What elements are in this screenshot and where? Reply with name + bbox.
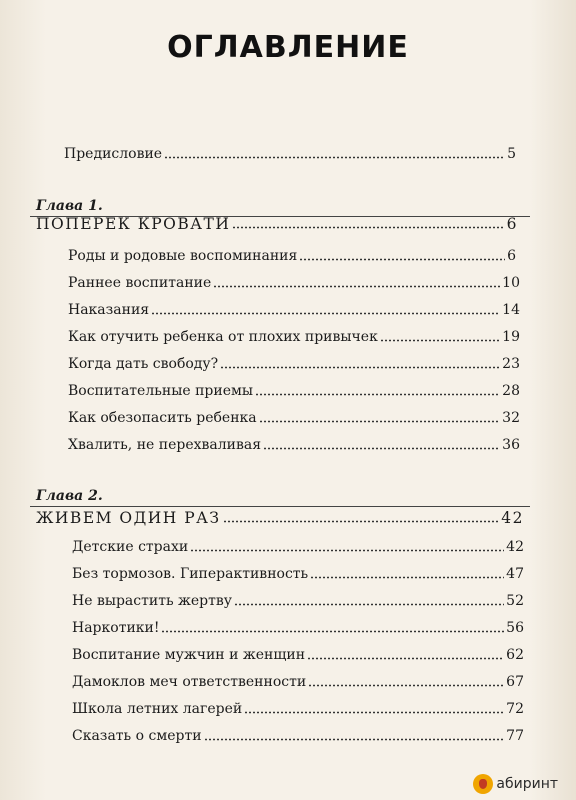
entry-page: 47 [506,566,524,582]
toc-entry[interactable] [68,381,520,401]
entry-label: ЖИВЕМ ОДИН РАЗ [36,509,221,527]
toc-title: ОГЛАВЛЕНИЕ [167,30,409,65]
entry-label: Наркотики! [72,620,160,636]
labirint-logo-icon [473,774,493,794]
dot-leader [263,447,500,450]
toc-entry[interactable] [72,726,524,746]
entry-page: 5 [507,146,516,162]
entry-page: 28 [502,383,520,399]
dot-leader [232,226,504,229]
entry-label: Воспитание мужчин и женщин [72,647,306,663]
dot-leader [161,630,504,633]
entry-page: 23 [502,356,520,372]
entry-page: 62 [506,647,524,663]
chapter-heading[interactable] [36,508,524,528]
entry-label: Раннее воспитание [68,275,212,291]
entry-page: 72 [506,701,524,717]
toc-entry[interactable] [68,327,520,347]
dot-leader [164,156,505,159]
chapter-rule [30,506,530,507]
entry-label: ПОПЕРЕК КРОВАТИ [36,215,231,233]
dot-leader [255,393,500,396]
entry-label: Хвалить, не перехваливая [68,437,262,453]
entry-label: Воспитательные приемы [68,383,254,399]
entry-label: Предисловие [64,146,163,162]
entry-page: 14 [502,302,520,318]
toc-entry[interactable] [68,246,516,266]
dot-leader [308,684,504,687]
entry-label: Детские страхи [72,539,189,555]
toc-entry[interactable] [68,408,520,428]
entry-page: 42 [506,539,524,555]
entry-label: Не вырастить жертву [72,593,233,609]
toc-entry[interactable] [72,672,524,692]
toc-entry[interactable] [68,300,520,320]
toc-entry[interactable] [68,354,520,374]
toc-entry[interactable] [72,618,524,638]
entry-page: 42 [501,509,524,527]
dot-leader [259,420,501,423]
chapter-label: Глава 1. [36,198,103,214]
entry-page: 19 [502,329,520,345]
dot-leader [244,711,504,714]
toc-entry[interactable] [72,564,524,584]
dot-leader [234,603,504,606]
entry-label: Сказать о смерти [72,728,202,744]
entry-page: 52 [506,593,524,609]
dot-leader [213,285,500,288]
dot-leader [299,258,505,261]
entry-label: Как обезопасить ребенка [68,410,257,426]
dot-leader [307,657,504,660]
entry-page: 56 [506,620,524,636]
entry-page: 10 [502,275,520,291]
entry-label: Когда дать свободу? [68,356,219,372]
toc-entry[interactable] [72,645,524,665]
dot-leader [190,549,504,552]
dot-leader [310,576,504,579]
dot-leader [204,738,505,741]
dot-leader [151,312,500,315]
entry-page: 67 [506,674,524,690]
entry-label: Школа летних лагерей [72,701,243,717]
chapter-label: Глава 2. [36,488,103,504]
chapter-heading[interactable] [36,214,518,234]
entry-label: Роды и родовые воспоминания [68,248,298,264]
entry-page: 36 [502,437,520,453]
entry-label: Дамоклов меч ответственности [72,674,307,690]
toc-entry[interactable] [68,435,520,455]
entry-label: Как отучить ребенка от плохих привычек [68,329,378,345]
entry-page: 6 [506,215,518,233]
entry-page: 32 [502,410,520,426]
dot-leader [223,520,500,523]
entry-page: 77 [506,728,524,744]
dot-leader [380,339,500,342]
dot-leader [220,366,500,369]
watermark-logo [473,774,558,794]
entry-label: Без тормозов. Гиперактивность [72,566,309,582]
watermark-text: абиринт [496,776,558,792]
entry-label: Наказания [68,302,150,318]
toc-entry[interactable] [72,537,524,557]
toc-entry[interactable] [72,591,524,611]
toc-entry-preface[interactable] [64,144,516,164]
toc-entry[interactable] [68,273,520,293]
toc-entry[interactable] [72,699,524,719]
entry-page: 6 [507,248,516,264]
